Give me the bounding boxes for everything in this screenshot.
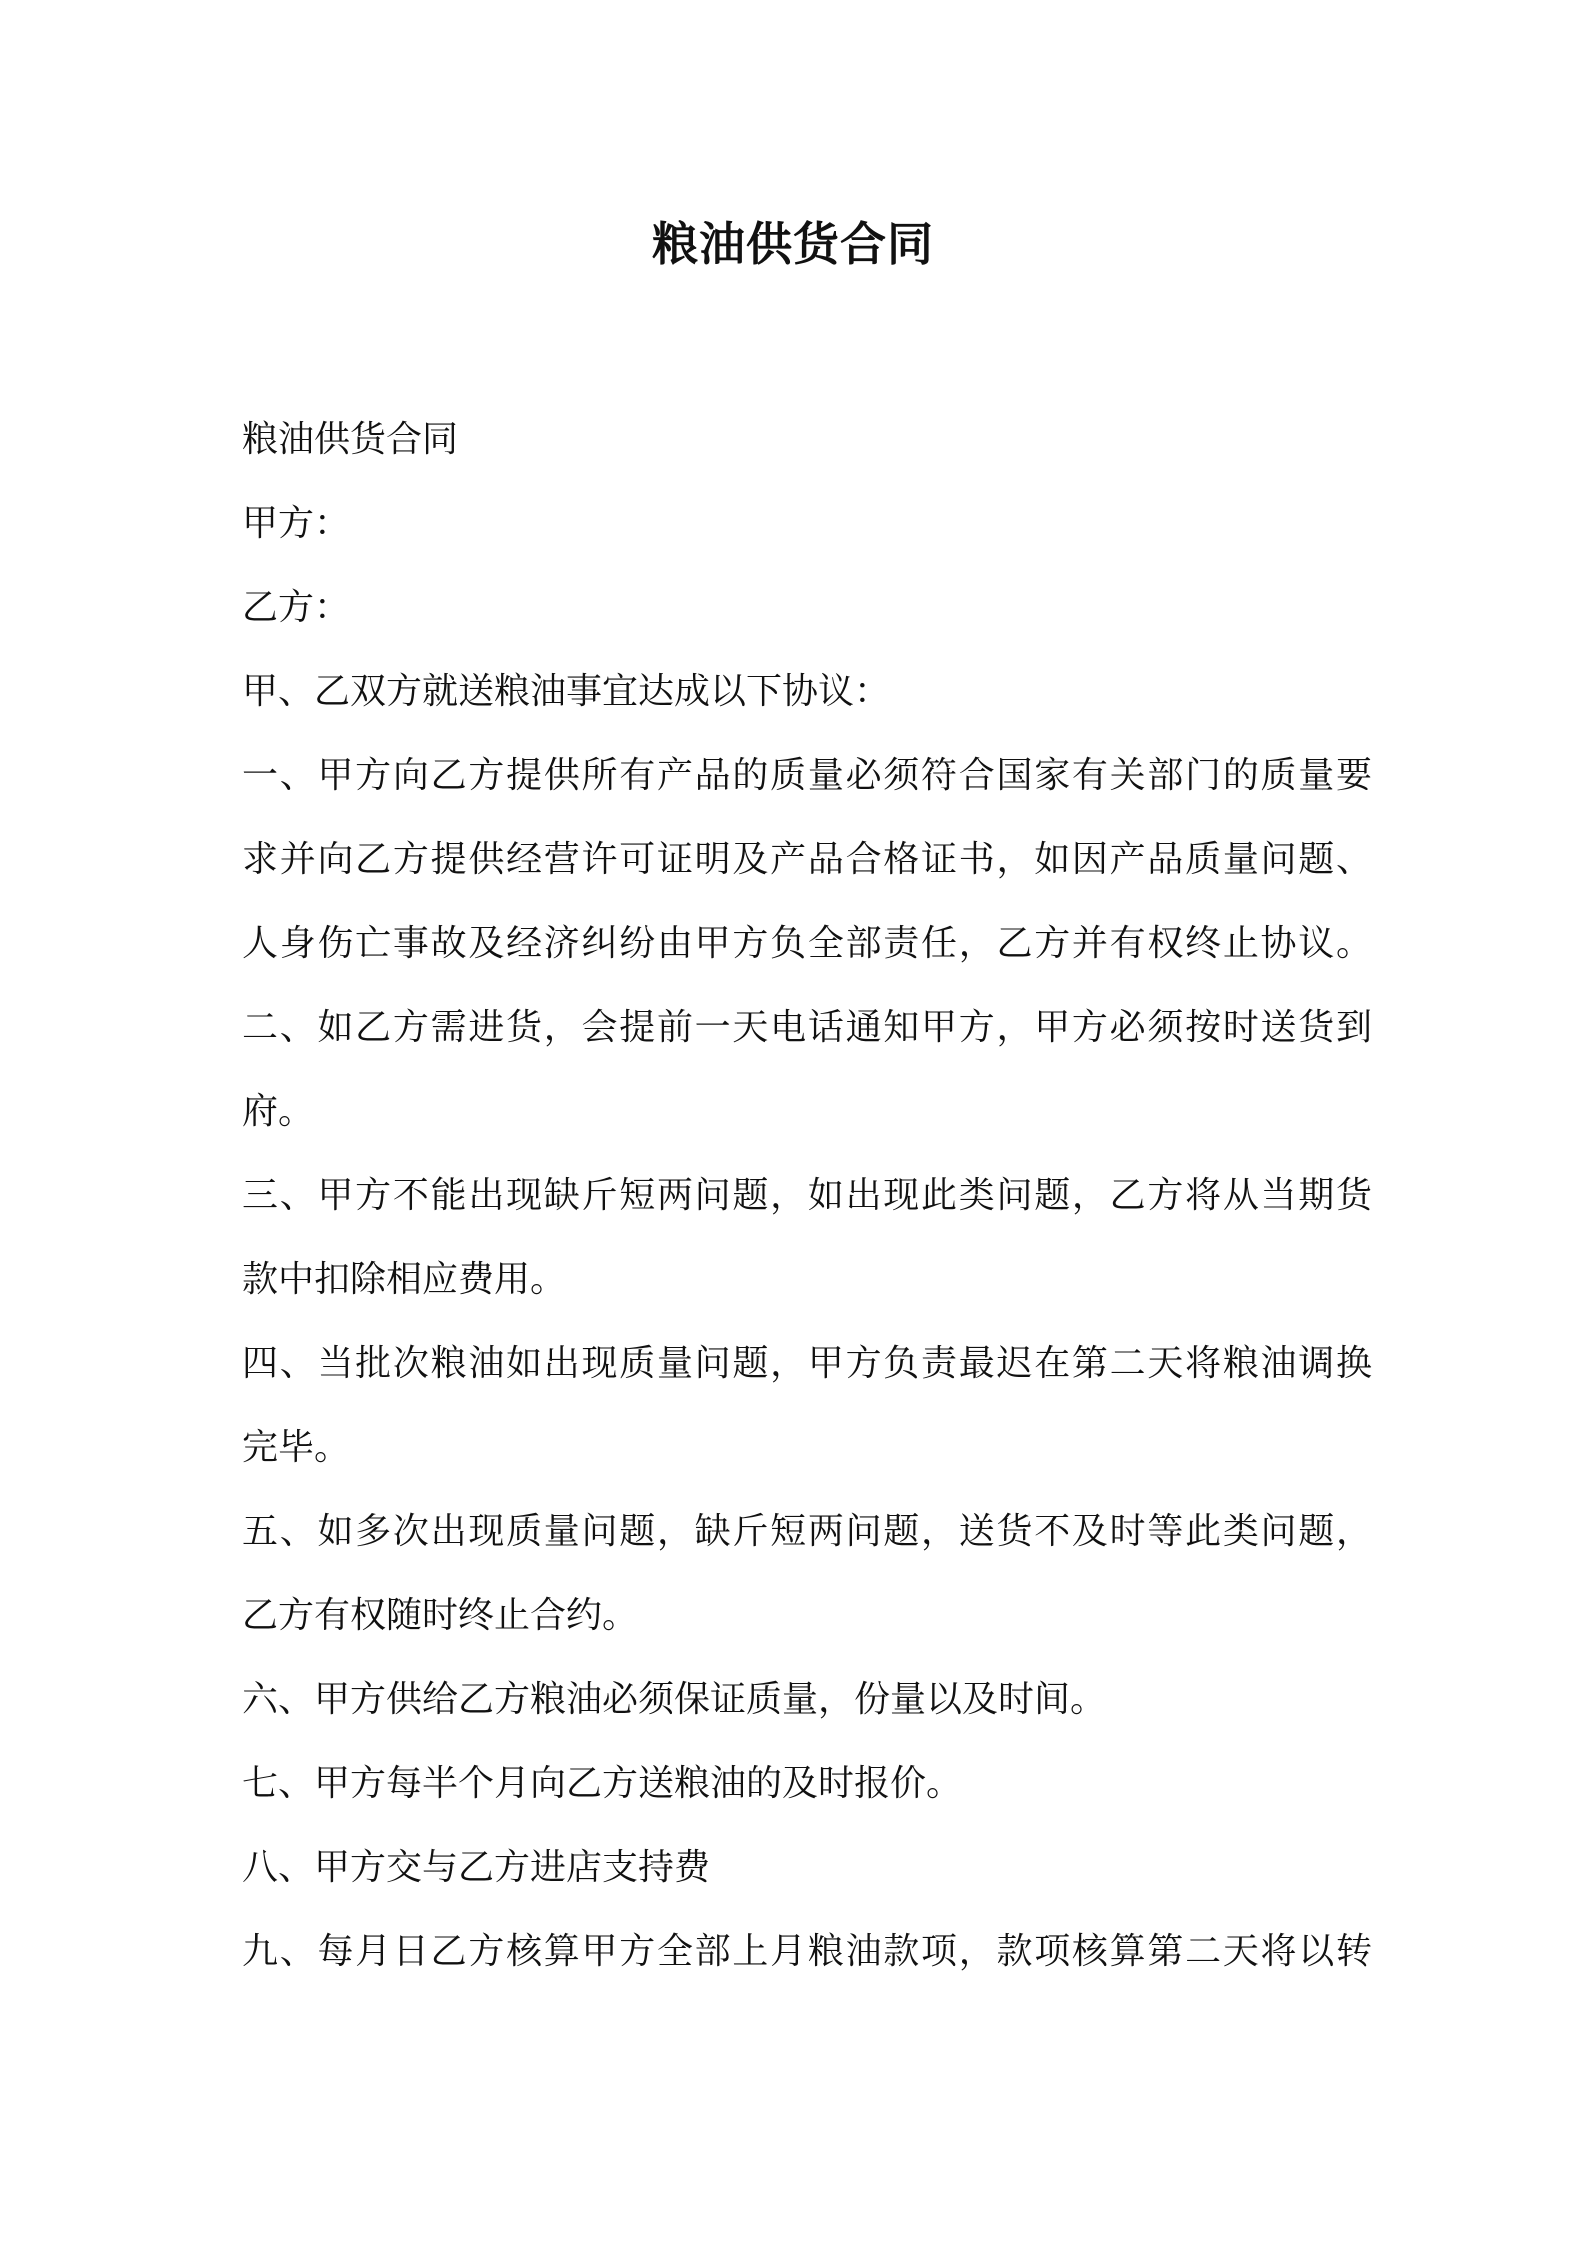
party-b-line: 乙方：	[242, 587, 351, 628]
clause-3-line-2: 款中扣除相应费用。	[242, 1259, 567, 1300]
subtitle-line: 粮油供货合同	[242, 419, 459, 460]
clause-9-line-1: 九、每月日乙方核算甲方全部上月粮油款项，款项核算第二天将以转	[242, 1931, 1372, 1972]
clause-2-line-1: 二、如乙方需进货，会提前一天电话通知甲方，甲方必须按时送货到	[242, 1007, 1372, 1048]
document-title: 粮油供货合同	[652, 217, 934, 271]
party-a-line: 甲方：	[242, 503, 351, 544]
agreement-intro-line: 甲、乙双方就送粮油事宜达成以下协议：	[242, 671, 891, 712]
clause-5-line-1: 五、如多次出现质量问题，缺斤短两问题，送货不及时等此类问题，	[242, 1511, 1372, 1552]
clause-3-line-1: 三、甲方不能出现缺斤短两问题，如出现此类问题，乙方将从当期货	[242, 1175, 1372, 1216]
clause-7-line: 七、甲方每半个月向乙方送粮油的及时报价。	[242, 1763, 963, 1804]
document-body	[242, 398, 1372, 1994]
clause-4-line-1: 四、当批次粮油如出现质量问题，甲方负责最迟在第二天将粮油调换	[242, 1343, 1372, 1384]
clause-1-line-2: 求并向乙方提供经营许可证明及产品合格证书，如因产品质量问题、	[242, 839, 1372, 880]
clause-8-line: 八、甲方交与乙方进店支持费	[242, 1847, 711, 1888]
clause-1-line-1: 一、甲方向乙方提供所有产品的质量必须符合国家有关部门的质量要	[242, 755, 1372, 796]
clause-5-line-2: 乙方有权随时终止合约。	[242, 1595, 639, 1636]
clause-1-line-3: 人身伤亡事故及经济纠纷由甲方负全部责任，乙方并有权终止协议。	[242, 923, 1372, 964]
clause-6-line: 六、甲方供给乙方粮油必须保证质量，份量以及时间。	[242, 1679, 1107, 1720]
clause-2-line-2: 府。	[242, 1091, 315, 1132]
clause-4-line-2: 完毕。	[242, 1427, 351, 1468]
